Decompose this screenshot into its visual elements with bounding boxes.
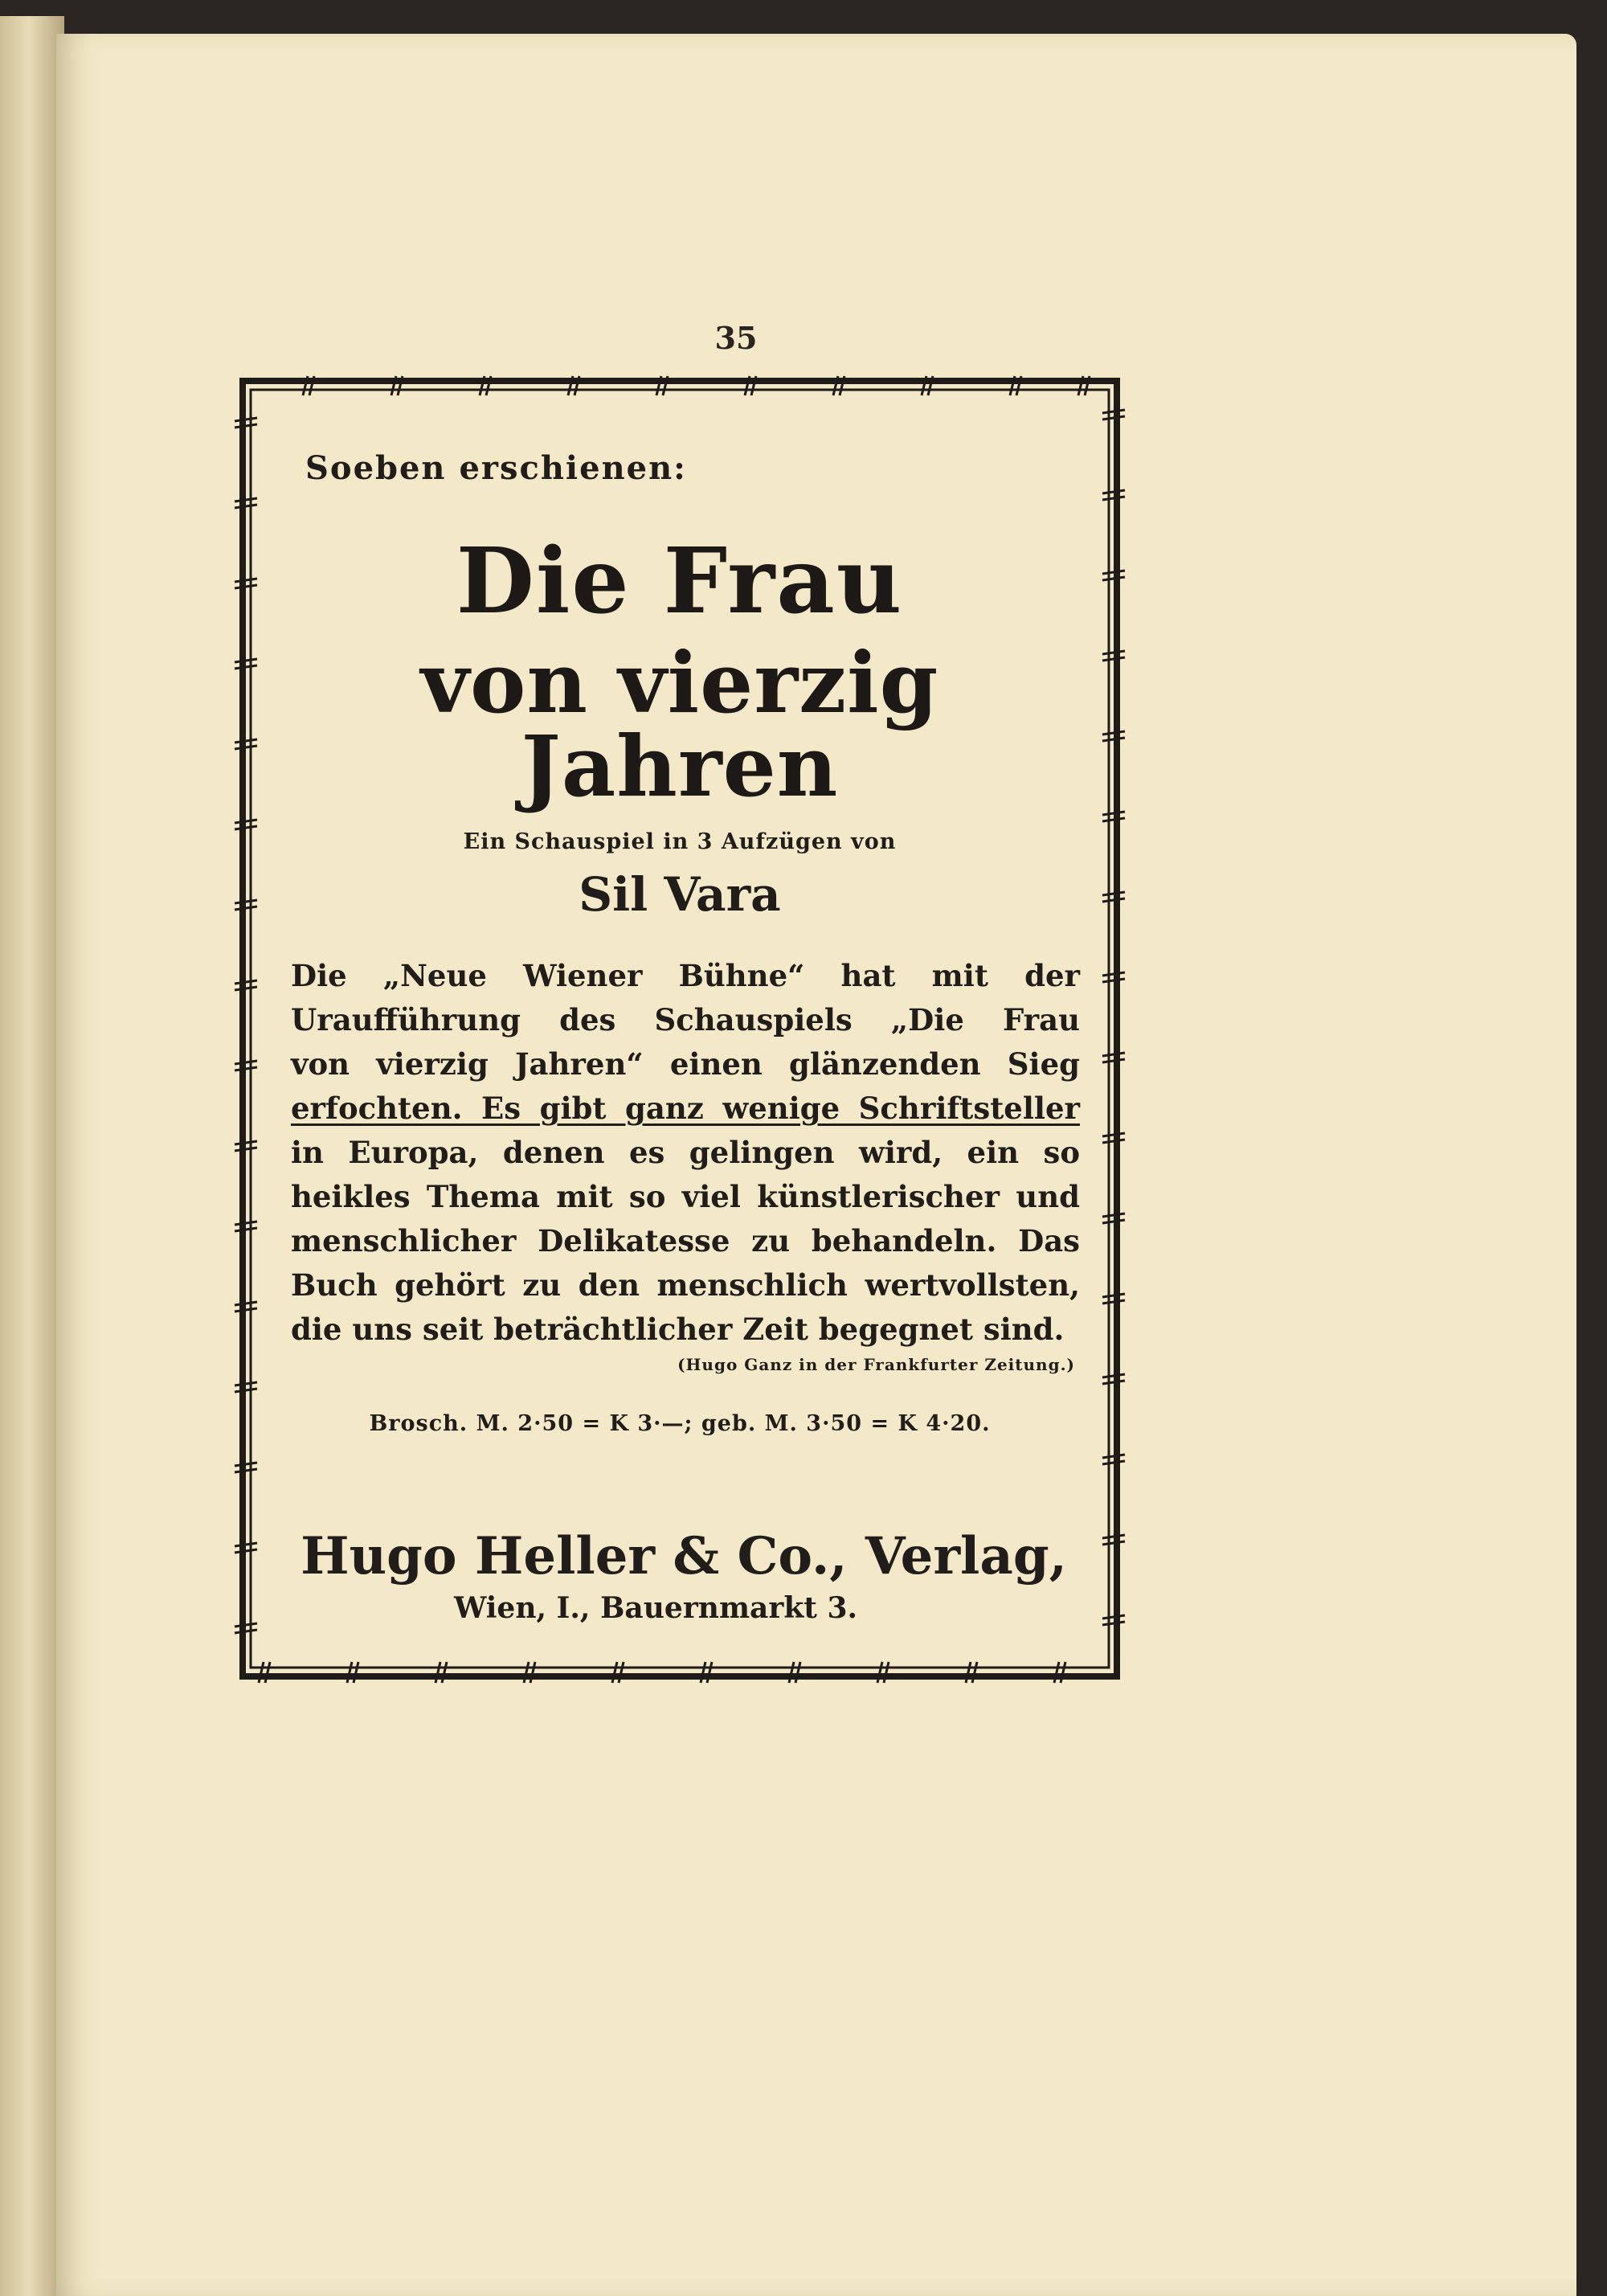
subtitle: Ein Schauspiel in 3 Aufzügen von — [463, 829, 897, 854]
review-line: die uns seit beträchtlicher Zeit begegnet sind. — [291, 1312, 1065, 1347]
author-name: Sil Vara — [579, 867, 781, 922]
review-source: (Hugo Ganz in der Frankfurter Zeitung.) — [677, 1355, 1075, 1374]
review-line: Buch gehört zu den menschlich wertvollsten, — [291, 1267, 1080, 1303]
publisher-name: Hugo Heller & Co., Verlag, — [301, 1526, 1067, 1586]
review-line: erfochten. Es gibt ganz wenige Schriftsteller — [291, 1091, 1080, 1126]
review-paragraph — [273, 954, 1086, 1352]
advertisement — [231, 373, 1128, 1688]
review-line: Die „Neue Wiener Bühne“ hat mit der — [291, 958, 1080, 993]
review-line: Uraufführung des Schauspiels „Die Frau — [291, 1002, 1080, 1037]
opposite-page-edge — [0, 16, 64, 2296]
book-title-line-1: Die Frau — [456, 529, 904, 634]
page-number: 35 — [714, 320, 758, 356]
publisher-address: Wien, I., Bauernmarkt 3. — [453, 1591, 858, 1625]
kicker-text: Soeben erschienen: — [305, 449, 687, 487]
review-line: von vierzig Jahren“ einen glänzenden Sieg — [291, 1046, 1080, 1082]
review-line: heikles Thema mit so viel künstlerischer und — [291, 1179, 1080, 1214]
price-line: Brosch. M. 2·50 = K 3·—; geb. M. 3·50 = K 4·20. — [369, 1411, 991, 1436]
advertisement-content — [273, 449, 1086, 1625]
review-line: in Europa, denen es gelingen wird, ein so — [291, 1135, 1080, 1170]
book-title-line-2: von vierzig Jahren — [420, 633, 939, 816]
review-line: menschlicher Delikatesse zu behandeln. Das — [291, 1223, 1080, 1259]
